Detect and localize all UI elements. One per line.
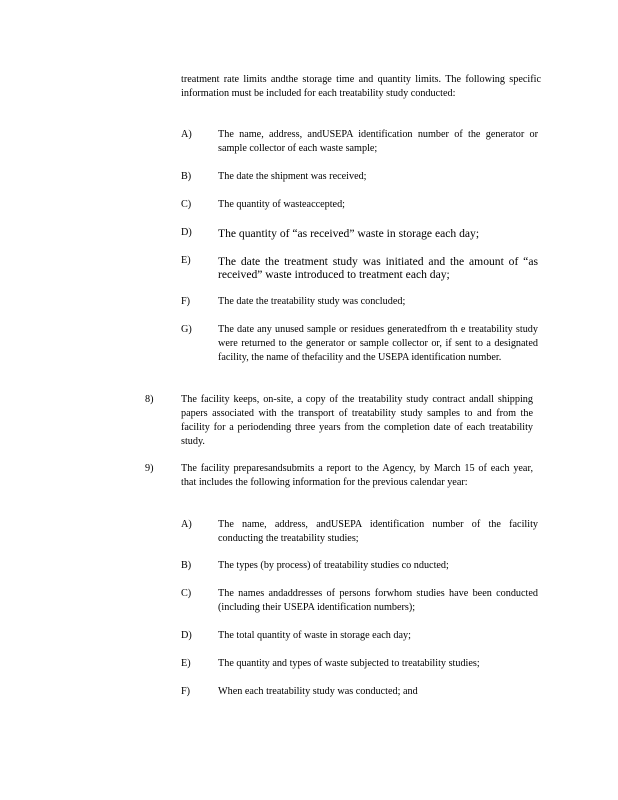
- list-one-item-a: The name, address, andUSEPA identification number of the generator or sample collector of each waste sample;: [218, 129, 538, 154]
- item-9-paragraph: The facility preparesandsubmits a report to the Agency, by March 15 of each year, that includes the following information for the previous calendar year:: [181, 463, 533, 488]
- list-two-marker-c: C): [181, 588, 192, 599]
- list-one-marker-f: F): [181, 296, 191, 307]
- list-two-item-e: The quantity and types of waste subjected to treatability studies;: [218, 658, 480, 669]
- list-two-marker-f: F): [181, 686, 191, 697]
- list-one-marker-g: G): [181, 324, 192, 335]
- list-one-marker-b: B): [181, 171, 192, 182]
- list-two-marker-a: A): [181, 519, 192, 530]
- list-two-item-a: The name, address, andUSEPA identification number of the facility conducting the treatability studies;: [218, 519, 538, 544]
- list-one-marker-d: D): [181, 227, 192, 238]
- list-one-item-f: The date the treatability study was concluded;: [218, 296, 406, 307]
- list-one-item-c: The quantity of wasteaccepted;: [218, 199, 346, 210]
- item-9-number: 9): [145, 463, 154, 474]
- list-one-item-b: The date the shipment was received;: [218, 171, 367, 182]
- item-8-number: 8): [145, 394, 154, 405]
- list-one-marker-a: A): [181, 129, 192, 140]
- list-two-item-d: The total quantity of waste in storage each day;: [218, 630, 411, 641]
- list-one-item-e: The date the treatment study was initiated and the amount of “as received” waste introduced to treatment each day;: [218, 255, 538, 281]
- list-two-item-b: The types (by process) of treatability studies co nducted;: [218, 560, 449, 571]
- list-two-item-f: When each treatability study was conducted; and: [218, 686, 418, 697]
- intro-paragraph: treatment rate limits andthe storage time and quantity limits. The following specific information must be included for each treatability study conducted:: [181, 74, 541, 99]
- item-8-paragraph: The facility keeps, on-site, a copy of the treatability study contract andall shipping papers associated with the transport of treatability study samples to and from the facility for a periodending three years from the completion date of each treatability study.: [181, 394, 533, 447]
- list-two-marker-d: D): [181, 630, 192, 641]
- list-two-item-c: The names andaddresses of persons forwhom studies have been conducted (including their USEPA identification numbers);: [218, 588, 538, 613]
- list-one-item-d: The quantity of “as received” waste in storage each day;: [218, 227, 480, 240]
- list-one-marker-c: C): [181, 199, 192, 210]
- list-two-marker-b: B): [181, 560, 192, 571]
- list-one-item-g: The date any unused sample or residues generatedfrom th e treatability study were returned to the generator or sample collector or, if sent to a designated facility, the name of thefacility and the USEPA identification number.: [218, 324, 538, 363]
- list-one-marker-e: E): [181, 255, 191, 266]
- list-two-marker-e: E): [181, 658, 191, 669]
